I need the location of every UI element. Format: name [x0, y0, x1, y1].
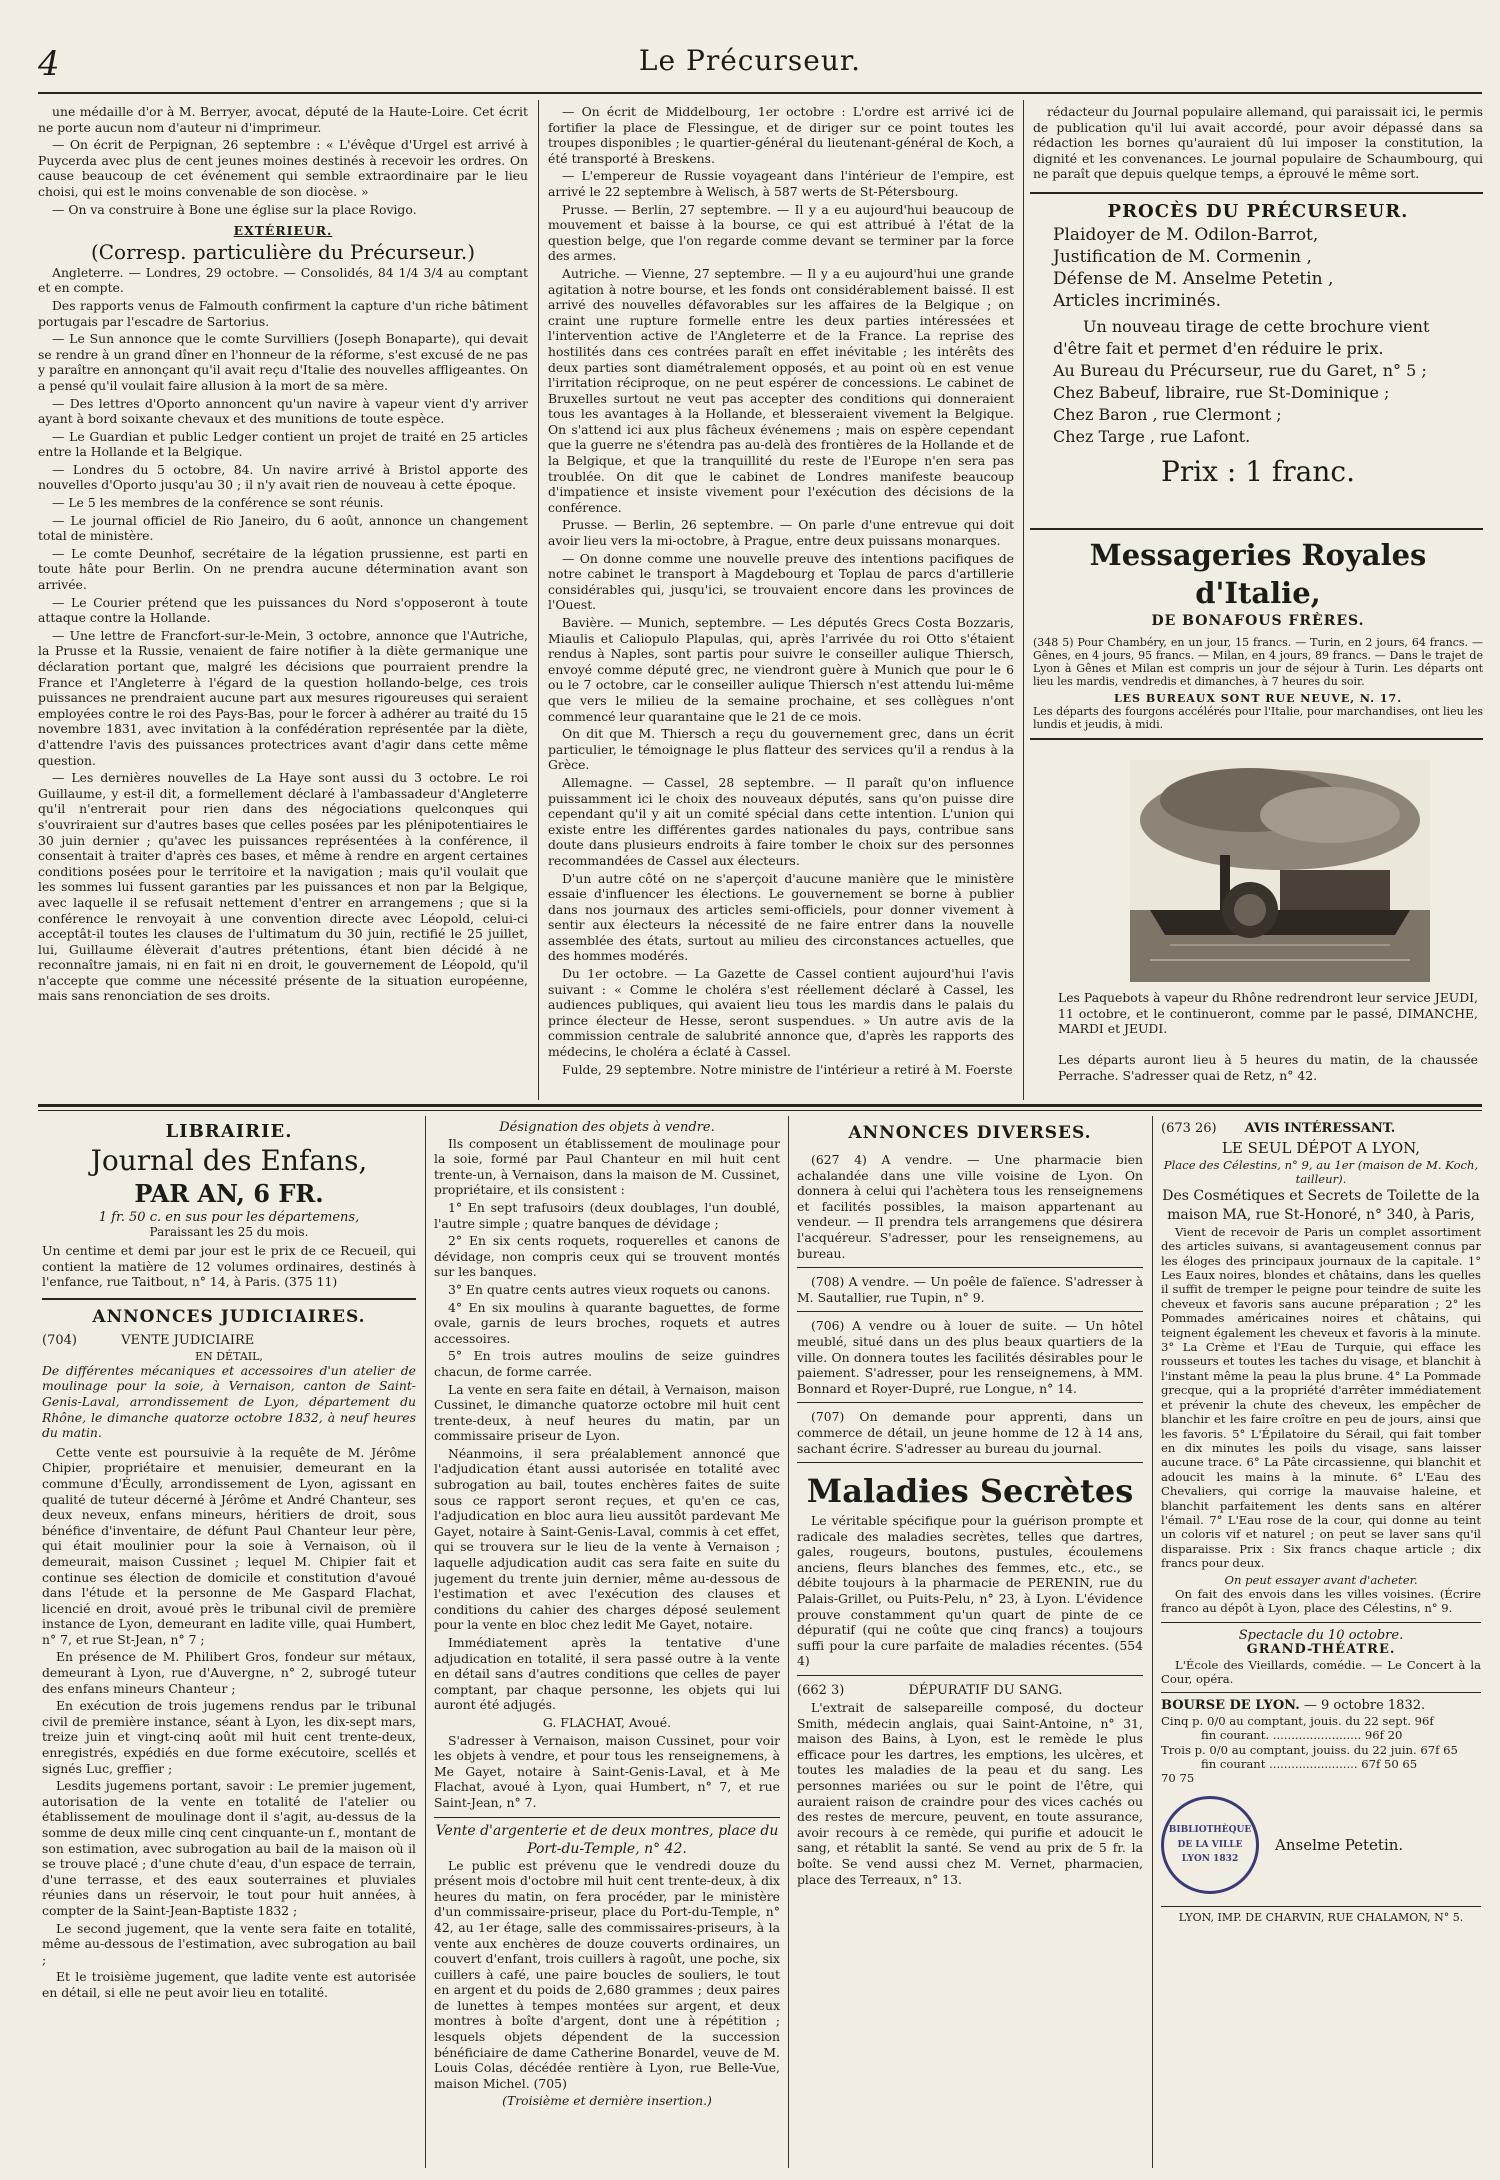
section-rule [1161, 1906, 1481, 1907]
depuratif-label: (662 3) [797, 1683, 845, 1699]
page-divider [38, 1104, 1482, 1107]
bourse-line: Cinq p. 0/0 au comptant, jouis. du 22 sept. 96f [1161, 1713, 1434, 1728]
bourse-line: fin courant. ........................ 96f 20 [1201, 1728, 1403, 1743]
flachat-signature: G. FLACHAT, Avoué. [542, 1714, 672, 1730]
proces-address: Chez Targe , rue Lafont. [1053, 427, 1251, 446]
vente-paragraph: Le second jugement, que la vente sera faite en totalité, même au-dessous de l'estimation, avec subrogation au bail ; [42, 1920, 416, 1967]
designation-paragraph: 2° En six cents roquets, roquerelles et canons de dévidage, non compris ceux qui se trouvent montés sur les banques. [434, 1233, 780, 1280]
bourse-title: BOURSE DE LYON. [1161, 1698, 1300, 1714]
news-paragraph: Bavière. — Munich, septembre. — Les députés Grecs Costa Bozzaris, Miaulis et Caliopulo Plapulas, qui, après l'arrivée du roi Otto s'étaient rendus à Naples, sont partis pour suivre le conseiller aulique Thiersch, envoyé comme député grec, ne viendront guère à Munich que pour le 6 ou le 7 octobre, car le conseiller aulique Thiersch n'est attendu lui-même que vers le milieu de la semaine prochaine, et ses collègues n'ont commencé leur quarantaine que le 21 de ce mois. [548, 615, 1014, 724]
steamboat-illustration [1130, 760, 1430, 982]
vente-label: (704) [42, 1332, 77, 1348]
correspondence-heading: (Corresp. particulière du Précurseur.) [90, 239, 476, 264]
designation-paragraph: Immédiatement après la tentative d'une adjudication en totalité, il sera passé outre à la vente en détail sans d'autres conditions que celles de payer comptant, par chaque personne, les objets qui lui auront été adjugés. [434, 1635, 780, 1713]
messageries-advert [1033, 536, 1483, 732]
section-rule [434, 1817, 780, 1818]
news-paragraph: — Des lettres d'Oporto annoncent qu'un navire à vapeur vient d'y arriver ayant à bord soixante chevaux et des munitions de toute espèce. [38, 395, 528, 427]
paquebots-departs: Les départs auront lieu à 5 heures du matin, de la chaussée Perrache. S'adresser quai de Retz, n° 42. [1058, 1052, 1478, 1083]
newspaper-title: Le Précurseur. [638, 44, 862, 77]
news-paragraph: — On écrit de Middelbourg, 1er octobre : L'ordre est arrivé ici de fortifier la place de Flessingue, et de diriger sur ce point toutes les troupes disponibles ; le quartier-général du lieutenant-général de Koch, a été transporté à Breskens. [548, 104, 1014, 166]
theatre-heading: GRAND-THÉATRE. [1246, 1642, 1396, 1658]
steamboat-icon [1130, 760, 1430, 982]
news-paragraph: Du 1er octobre. — La Gazette de Cassel contient aujourd'hui l'avis suivant : « Comme le choléra s'est réellement déclaré à Cassel, les audiences publiques, qui avaient lieu tous les mardis dans le palais du prince électeur de Hesse, seront suspendues. » Un autre avis de la commission centrale de salubrité annonce que, d'après les rapports des médecins, le choléra a éclaté à Cassel. [548, 966, 1014, 1060]
news-paragraph: — Le Guardian et public Ledger contient un projet de traité en 25 articles entre la Hollande et la Belgique. [38, 428, 528, 460]
messageries-title: Messageries Royales d'Italie, [1089, 538, 1427, 610]
section-rule [797, 1311, 1143, 1312]
bottom-column-4 [1161, 1120, 1481, 2170]
designation-paragraph: 5° En trois autres moulins de seize guindres chacun, de forme carrée. [434, 1348, 780, 1379]
essai-note: On peut essayer avant d'acheter. [1224, 1572, 1418, 1587]
bourse-line: fin courant ........................ 67f 50 65 [1201, 1757, 1418, 1772]
news-paragraph: D'un autre côté on ne s'aperçoit d'aucune manière que le ministère essaie d'influencer les élections. Le gouvernement se borne à publier dans nos journaux des articles semi-officiels, pour donner vivement à sentir aux électeurs la nécessité de ne faire entrer dans la nouvelle assemblée des états, surtout au milieu des circonstances actuelles, que des hommes modérés. [548, 870, 1014, 964]
vente-paragraph: Lesdits jugemens portant, savoir : Le premier jugement, autorisation de la vente en totalité de l'atelier ou établissement de moulinage dont il s'agit, au-dessus de la somme de deux mille cinq cent cinquante-un f., montant de son estimation, avec subrogation au bail de la maison où il se trouve placé ; d'une chute d'eau, d'un espace de terrain, d'une terrasse, et des eaux souterraines et pluviales réunies dans un réservoir, le tout pour huit années, à compter de la Saint-Jean-Baptiste 1832 ; [42, 1778, 416, 1918]
news-paragraph: Des rapports venus de Falmouth confirment la capture d'un riche bâtiment portugais par l'escadre de Sartorius. [38, 297, 528, 329]
designation-heading: Désignation des objets à vendre. [499, 1120, 715, 1135]
depuratif-title: DÉPURATIF DU SANG. [908, 1683, 1063, 1699]
section-rule [797, 1267, 1143, 1268]
section-rule [797, 1402, 1143, 1403]
news-paragraph: On dit que M. Thiersch a reçu du gouvernement grec, dans un écrit particulier, le témoignage le plus flatteur des services qu'il a rendus à la Grèce. [548, 726, 1014, 773]
library-stamp: BIBLIOTHÈQUE DE LA VILLE LYON 1832 [1161, 1796, 1259, 1894]
designation-paragraph: 4° En six moulins à quarante baguettes, de forme ovale, garnis de leurs broches, roquets et autres accessoires. [434, 1299, 780, 1346]
designation-paragraph: La vente en sera faite en détail, à Vernaison, maison Cussinet, le dimanche quatorze octobre mil huit cent trente-deux, à neuf heures du matin, par un commissaire priseur de Lyon. [434, 1381, 780, 1444]
vente-paragraph: Et le troisième jugement, que ladite vente est autorisée en détail, si elle ne peut avoir lieu en totalité. [42, 1969, 416, 2000]
news-paragraph: — On donne comme une nouvelle preuve des intentions pacifiques de notre cabinet le transport à Magdebourg et Toplau de parcs d'artillerie considérables qui, jusqu'ici, se trouvaient encore dans les provinces de l'Ouest. [548, 550, 1014, 613]
depuratif-paragraph: L'extrait de salsepareille composé, du docteur Smith, médecin anglais, quai Saint-Antoine, n° 31, maison des Bains, à Lyon, est le remède le plus efficace pour les dartres, les emptions, les ulcères, et toutes les maladies de la peau et du sang. Les personnes mariées ou sur le point de l'être, qui auraient raison de craindre pour des vices cachés ou des restes de mercure, peuvent, en toute assurance, avoir recours à ce remède, qui purifie et adoucit le sang, et rétablit la santé. Se vend au prix de 5 fr. la boîte. Se vend aussi chez M. Vernet, pharmacien, place des Terreaux, n° 13. [797, 1700, 1143, 1887]
proces-item: Défense de M. Anselme Petetin , [1053, 269, 1334, 289]
cosmetiques-text: Vient de recevoir de Paris un complet assortiment des articles suivans, si avantageusement connus par les éloges des principaux journaux de la capitale. 1° Les Eaux noires, blondes et châtains, dans les quelles il suffit de tremper le peigne pour teindre de suite les cheveux et favoris sans aucune préparation ; 2° les Pommades américaines noires et châtains, qui teignent également les cheveux et favoris à la minute. 3° La Crème et l'Eau de Turquie, qui efface les rousseurs et toutes les taches du visage, et blanchit à l'instant même la peau la plus brune. 4° La Pommade grecque, qui a la propriété d'arrêter immédiatement et prévenir la chute des cheveux, les empêcher de blanchir et les faire croître en peu de jours, ainsi que les favoris. 5° L'Épilatoire du Sérail, qui fait tomber en dix minutes les poils du visage, sans laisser aucune trace. 6° La Pâte circassienne, qui blanchit et adoucit les mains à la minute. 6° L'Eau des Chevaliers, qui corrige la mauvaise haleine, et blanchit parfaitement les dents sans en altérer l'émail. 7° L'Eau rose de la cour, qui donne au teint un coloris vif et naturel ; on peut se laver sans qu'il disparaisse. Prix : Six francs chaque article ; dix francs pour deux. [1161, 1224, 1481, 1571]
section-rule [1161, 1622, 1481, 1623]
avis-title: AVIS INTÉRESSANT. [1244, 1121, 1396, 1136]
depot-place: Place des Célestins, n° 9, au 1er (maison de M. Koch, tailleur). [1163, 1158, 1479, 1187]
depot-heading: LE SEUL DÉPOT A LYON, [1221, 1139, 1421, 1157]
section-rule [797, 1675, 1143, 1676]
journal-price: PAR AN, 6 FR. [134, 1179, 324, 1208]
depuratif-heading [797, 1682, 1143, 1700]
librairie-heading: LIBRAIRIE. [165, 1121, 293, 1142]
bottom-column-2 [434, 1120, 780, 2170]
proces-addresses [1033, 360, 1483, 448]
journal-text: Un centime et demi par jour est le prix de ce Recueil, qui contient la matière de 12 volumes ordinaires, destinés à l'enfance, rue Taitbout, n° 14, à Paris. (375 11) [42, 1243, 416, 1290]
news-paragraph: Allemagne. — Cassel, 28 septembre. — Il paraît qu'on influence puissamment ici le choix des nouveaux députés, sans qu'on puisse dire cependant qu'il y ait un comité spécial dans cette intention. L'union qui existe entre les différentes gardes nationales du pays, contribue sans doute dans plusieurs endroits à faire tomber le choix sur des personnes recommandées de Cassel aux électeurs. [548, 774, 1014, 868]
column-divider [1023, 100, 1024, 1100]
argenterie-paragraph: Le public est prévenu que le vendredi douze du présent mois d'octobre mil huit cent trente-deux, à dix heures du matin, on fera procéder, par le ministère d'un commissaire-priseur, place du Port-du-Temple, n° 42, au 1er étage, salle des commissaires-priseurs, à la vente aux enchères de douze couverts ordinaires, un couvert d'enfant, trois cuillers à ragoût, une poche, six cuillers à café, une paire boucles de souliers, le tout en argent et du poids de 2,680 grammes ; deux paires de lunettes à tempes montées sur argent, et deux montres à boîte d'argent, dont une à répétition ; lesquels objets dépendent de la succession bénéficiaire de dame Catherine Bonardel, veuve de M. Louis Colas, décédée rentière à Lyon, rue Belle-Vue, maison Michel. (705) [434, 1857, 780, 2091]
maladies-title: Maladies Secrètes [806, 1472, 1134, 1511]
proces-note: Un nouveau tirage de cette brochure vient d'être fait et permet d'en réduire le prix. [1053, 317, 1430, 358]
news-paragraph: Autriche. — Vienne, 27 septembre. — Il y a eu aujourd'hui une grande agitation à notre bourse, et les fonds ont considérablement baissé. Il est arrivé des nouvelles défavorables sur les affaires de la Belgique ; on craint une rupture formelle entre les deux parties intéressées et l'intervention active de l'Angleterre et de la France. La reprise des hostilités dans ces contrées paraît en effet inévitable ; les intérêts des deux parties sont diamétralement opposés, et au point où en est venue l'irritation réciproque, on ne peut espérer de concessions. Le cabinet de Bruxelles surtout ne veut pas accepter des conditions qui donneraient tous les avantages à la Hollande, et blesseraient vivement la Belgique. On s'attend ici aux plus fâcheux événemens ; mais on espère cependant que la guerre ne s'étendra pas au-delà des frontières de la Hollande et de la Belgique, et que la tranquillité du reste de l'Europe n'en sera pas troublée. On dit que le cabinet de Londres manifeste beaucoup d'impatience et insiste vivement pour l'exécution des décisions de la conférence. [548, 265, 1014, 515]
vente-paragraph: Cette vente est poursuivie à la requête de M. Jérôme Chipier, propriétaire et menuisier, demeurant en la commune d'Écully, arrondissement de Lyon, agissant en qualité de tuteur décerné à Jérôme et André Chanteur, ses deux neveux, enfans mineurs, héritiers de droit, sous bénéfice d'inventaire, de défunt Paul Chanteur leur père, qui était moulinier pour la soie à Vernaison, où il demeurait, maison Cussinet ; lequel M. Chipier fait et continue ses élection de domicile et constitution d'avoué dans l'étude et la personne de Me Gaspard Flachat, licencié en droit, avoué près le tribunal civil de première instance de Lyon, demeurant en ladite ville, quai Humbert, n° 7, et rue St-Jean, n° 7 ; [42, 1444, 416, 1647]
proces-address: Chez Babeuf, libraire, rue St-Dominique ; [1053, 383, 1390, 402]
editor-signature: Anselme Petetin. [1275, 1835, 1404, 1854]
header-rule [38, 92, 1482, 94]
vente-title: VENTE JUDICIAIRE [121, 1332, 255, 1348]
messageries-subtitle: DE BONAFOUS FRÈRES. [1151, 613, 1365, 629]
vente-body [42, 1445, 416, 2001]
journal-departements: 1 fr. 50 c. en sus pour les départemens, [98, 1210, 360, 1225]
theatre-program: L'École des Vieillards, comédie. — Le Concert à la Cour, opéra. [1161, 1657, 1481, 1686]
news-paragraph: Prusse. — Berlin, 26 septembre. — On parle d'une entrevue qui doit avoir lieu vers la mi-octobre, à Prague, entre deux puissans monarques. [548, 517, 1014, 549]
section-rule [42, 1298, 416, 1300]
news-paragraph: — Londres du 5 octobre, 84. Un navire arrivé à Bristol apporte des nouvelles d'Oporto jusqu'au 30 ; il n'y avait rien de nouveau à cette époque. [38, 461, 528, 493]
vente-paragraph: En présence de M. Philibert Gros, fondeur sur métaux, demeurant à Lyon, rue d'Auvergne, n° 2, subrogé tuteur des enfans mineurs Chanteur ; [42, 1649, 416, 1696]
news-column-1 [38, 104, 528, 1099]
news-paragraph: — Le 5 les membres de la conférence se sont réunis. [52, 495, 384, 511]
news-paragraph: — Les dernières nouvelles de La Haye sont aussi du 3 octobre. Le roi Guillaume, y est-il dit, a formellement déclaré à l'ambassadeur d'Angleterre qu'il n'entrerait pour rien dans des négociations quelconques qui s'ouvriraient sur d'autres bases que celles posées par les plénipotentiaires le 30 juin dernier ; qu'avec les puissances représentées à la conférence, il consentait à traiter d'après ces bases, et même à rendre en argent certaines conditions posées pour le territoire et la navigation ; mais qu'il voulait que les sommes lui fussent garanties par les puissances et non par la Belgique, avec laquelle il se refusait nettement d'entrer en arrangemens ; que si la conférence le renvoyait à une convention directe avec Léopold, celui-ci acceptât-il toutes les clauses de l'ultimatum du 30 juin, rectifié le 25 juillet, lui, Guillaume élèverait d'autres prétentions, étant bien décidé à ne reconnaître jamais, ni en fait ni en droit, le gouvernement de Léopold, qu'il n'accepte que comme une nécessité présente de la situation européenne, mais sans renonciation de ses droits. [38, 770, 528, 1004]
proces-item: Justification de M. Cormenin , [1053, 247, 1312, 267]
news-paragraph: — On va construire à Bone une église sur la place Rovigo. [52, 201, 417, 217]
journal-parait: Paraissant les 25 du mois. [149, 1225, 309, 1239]
proces-item: Plaidoyer de M. Odilon-Barrot, [1053, 225, 1319, 245]
messageries-fourgons: Les départs des fourgons accélérés pour l'Italie, pour marchandises, ont lieu les lundis et jeudis, à midi. [1033, 705, 1483, 731]
news-paragraph: — Le Courier prétend que les puissances du Nord s'opposeront à toute attaque contre la Hollande. [38, 594, 528, 626]
proces-price: Prix : 1 franc. [1161, 455, 1355, 488]
classified-ad: (627 4) A vendre. — Une pharmacie bien achalandée dans une ville voisine de Lyon. On donnera à celui qui l'achètera tous les renseignemens et facilités possibles, la maison appartenant au vendeur. — Il prendra tels arrangemens que désirera l'acquéreur. S'adresser, pour les renseignemens, au bureau. [797, 1152, 1143, 1261]
designation-paragraph: 1° En sept trafusoirs (deux doublages, l'un doublé, l'autre simple ; quatre banques de dévidage ; [434, 1199, 780, 1231]
column-divider [538, 100, 539, 1100]
cosmetiques-heading: Des Cosmétiques et Secrets de Toilette de la maison MA, rue St-Honoré, n° 340, à Paris, [1162, 1187, 1480, 1223]
vente-description: De différentes mécaniques et accessoires d'un atelier de moulinage pour la soie, à Vernaison, canton de Saint-Genis-Laval, arrondissement de Lyon, département du Rhône, le dimanche quatorze octobre 1832, à neuf heures du matin. [42, 1362, 416, 1441]
column-divider [788, 1116, 789, 2168]
news-paragraph: — Une lettre de Francfort-sur-le-Mein, 3 octobre, annonce que l'Autriche, la Prusse et la Russie, venaient de faire notifier à la diète germanique une déclaration portant que, malgré les décisions que pourraient prendre la France et l'Angleterre à l'égard de la question hollando-belge, ces trois puissances ne prendraient aucune part aux mesures rigoureuses qui seraient employées contre le roi des Pays-Bas, pour le forcer à adhérer au traité du 15 novembre 1831, avec invitation à la confédération représentée par la diète, d'attendre l'avis des puissances protectrices avant d'agir dans cette même question. [38, 627, 528, 768]
section-rule [1161, 1692, 1481, 1693]
proces-address: Au Bureau du Précurseur, rue du Garet, n° 5 ; [1053, 361, 1427, 380]
classified-ad: (706) A vendre ou à louer de suite. — Un hôtel meublé, situé dans un des plus beaux quartiers de la ville. On donnera toutes les facilités désirables pour le paiement. S'adresser, pour les renseignemens, à MM. Bonnard et Royer-Dupré, rue Longue, n° 14. [797, 1318, 1143, 1396]
envois-note: On fait des envois dans les villes voisines. (Écrire franco au dépôt à Lyon, place des Célestins, n° 9. [1161, 1586, 1481, 1616]
spectacle-heading: Spectacle du 10 octobre. [1238, 1627, 1404, 1643]
annonces-diverses-heading: ANNONCES DIVERSES. [848, 1123, 1092, 1143]
printer-line: LYON, IMP. DE CHARVIN, RUE CHALAMON, N° 5. [1178, 1910, 1464, 1924]
page-divider [38, 1110, 1482, 1111]
proces-item: Articles incriminés. [1053, 291, 1221, 311]
bourse-date: — 9 octobre 1832. [1303, 1698, 1426, 1714]
column-divider [425, 1116, 426, 2168]
news-paragraph: — Le comte Deunhof, secrétaire de la légation prussienne, est parti en toute hâte pour Berlin. On ne prendra aucune détermination avant son arrivée. [38, 545, 528, 593]
proces-title: PROCÈS DU PRÉCURSEUR. [1107, 201, 1409, 222]
news-paragraph: Prusse. — Berlin, 27 septembre. — Il y a eu aujourd'hui beaucoup de mouvement et baisse à la bourse, ce qui est attribué à l'état de la question belge, que l'on regarde comme devant se terminer par la force des armes. [548, 201, 1014, 264]
journal-title: Journal des Enfans, [90, 1144, 368, 1177]
insertion-note: (Troisième et dernière insertion.) [502, 2093, 712, 2109]
proces-address: Chez Baron , rue Clermont ; [1053, 405, 1282, 424]
designation-paragraph: S'adresser à Vernaison, maison Cussinet, pour voir les objets à vendre, et pour tous les renseignemens, à Me Gayet, notaire à Saint-Genis-Laval, et à Me Flachat, avoué à Lyon, quai Humbert, n° 7, et rue Saint-Jean, n° 7. [434, 1732, 780, 1810]
bourse-line: Trois p. 0/0 au comptant, jouiss. du 22 juin. 67f 65 [1161, 1742, 1458, 1757]
news-column-2 [548, 104, 1014, 1099]
news-paragraph: — On écrit de Perpignan, 26 septembre : « L'évêque d'Urgel est arrivé à Puycerda avec plus de cent jeunes moines destinés à recevoir les ordres. On cause beaucoup de cet événement qui semble extraordinaire par le lieu choisi, qui est le moins convenable de son diocèse. » [38, 137, 528, 199]
section-rule [1030, 738, 1483, 740]
news-paragraph: — Le journal officiel de Rio Janeiro, du 6 août, annonce un changement total de ministère. [38, 512, 528, 544]
bottom-column-3 [797, 1120, 1143, 2170]
news-paragraph: Angleterre. — Londres, 29 octobre. — Consolidés, 84 1/4 3/4 au comptant et en compte. [38, 264, 528, 296]
column-divider [1152, 1116, 1153, 2168]
proces-advert [1033, 200, 1483, 522]
argenterie-heading: Vente d'argenterie et de deux montres, place du Port-du-Temple, n° 42. [435, 1822, 779, 1857]
vente-paragraph: En exécution de trois jugemens rendus par le tribunal civil de première instance, séant à Lyon, les dix-sept mars, treize juin et vingt-cinq août mil huit cent trente-deux, enregistrés, expédiés en due forme exécutoire, scellés et signés Luc, greffier ; [42, 1698, 416, 1776]
section-rule [1030, 528, 1483, 530]
designation-paragraph: Néanmoins, il sera préalablement annoncé que l'adjudication étant aussi autorisée en totalité avec subrogation au bail, toutes enchères faites de suite sous ce rapport seront reçues, et qu'en ce cas, l'adjudication en bloc aura lieu aussitôt pardevant Me Gayet, notaire à Saint-Genis-Laval, commis à cet effet, qui se trouvera sur le lieu de la vente à Vernaison ; laquelle adjudication audit cas sera faite en suite du jugement du trente juin dernier, même au-dessous de l'estimation et avec l'exécution des clauses et conditions du cahier des charges déposé seulement pour la vente en bloc chez ledit Me Gayet, notaire. [434, 1445, 780, 1633]
news-column-3-intro [1033, 104, 1483, 188]
classified-ad: (707) On demande pour apprenti, dans un commerce de détail, un jeune homme de 12 à 14 ans, sachant écrire. S'adresser au bureau du journal. [797, 1409, 1143, 1456]
section-rule [1030, 192, 1483, 194]
avis-heading [1161, 1120, 1481, 1138]
signature-row [1161, 1796, 1481, 1894]
designation-paragraph: Ils composent un établissement de moulinage pour la soie, formé par Paul Chanteur en mil huit cent trente-un, à Vernaison, dans la maison de M. Cussinet, propriétaire, et ils consistent : [434, 1135, 780, 1198]
paquebots-text: Les Paquebots à vapeur du Rhône redrendront leur service JEUDI, 11 octobre, et le continueront, comme par le passé, DIMANCHE, MARDI et JEUDI. [1058, 990, 1478, 1037]
news-paragraph: rédacteur du Journal populaire allemand, qui paraissait ici, le permis de publication qu'il lui avait accordé, pour avoir dépassé dans sa rédaction les bornes qu'auraient dû lui imposer la constitution, la dignité et les convenances. Le journal populaire de Schaumbourg, qui ne paraît que depuis quelque temps, a éprouvé le même sort. [1033, 104, 1483, 182]
maladies-paragraph: Le véritable spécifique pour la guérison prompte et radicale des maladies secrètes, telles que dartres, gales, rougeurs, boutons, pustules, écoulemens anciens, fleurs blanches des femmes, etc., etc., se débite toujours à la pharmacie de PERENIN, rue du Palais-Grillet, ou Puits-Pelu, n° 23, à Lyon. L'évidence prouve constamment qu'un quart de pinte de ce dépuratif (qui ne coûte que cinq francs) a toujours suffi pour la cure parfaite de maladies récentes. (554 4) [797, 1513, 1143, 1669]
page-number: 4 [38, 44, 60, 84]
news-paragraph: une médaille d'or à M. Berryer, avocat, député de la Haute-Loire. Cet écrit ne porte aucun nom d'auteur ni d'imprimeur. [38, 104, 528, 135]
classified-ad: (708) A vendre. — Un poêle de faïence. S'adresser à M. Sautallier, rue Tupin, n° 9. [797, 1274, 1143, 1305]
vente-heading [42, 1332, 416, 1350]
bourse-heading [1161, 1699, 1481, 1713]
section-heading-exterieur: EXTÉRIEUR. [233, 223, 333, 239]
messageries-text: (348 5) Pour Chambéry, en un jour, 15 francs. — Turin, en 2 jours, 64 francs. — Gênes, en 4 jours, 95 francs. — Milan, en 4 jours, 89 francs. — Dans le trajet de Lyon à Gênes et Milan est compris un jour de séjour à Turin. Les départs ont lieu les mardis, vendredis et dimanches, à 7 heures du soir. [1033, 636, 1483, 688]
section-rule [797, 1462, 1143, 1463]
news-paragraph: — Le Sun annonce que le comte Survilliers (Joseph Bonaparte), qui devait se rendre à un grand dîner en l'honneur de la réforme, s'est excusé de ne pas y paraître en annonçant qu'il avait reçu d'Italie des nouvelles affligeantes. On a pensé qu'il voulait faire allusion à la mort de sa mère. [38, 331, 528, 393]
designation-paragraph: 3° En quatre cents autres vieux roquets ou canons. [448, 1281, 771, 1297]
bourse-line: 70 75 [1161, 1771, 1195, 1786]
messageries-bureaux: LES BUREAUX SONT RUE NEUVE, N. 17. [1113, 692, 1403, 705]
annonces-judiciaires-heading: ANNONCES JUDICIAIRES. [92, 1306, 366, 1327]
proces-items [1033, 224, 1483, 312]
vente-en-detail: EN DÉTAIL, [195, 1349, 263, 1363]
news-paragraph: — L'empereur de Russie voyageant dans l'intérieur de l'empire, est arrivé le 22 septembre à Welisch, à 587 werts de St-Pétersbourg. [548, 168, 1014, 199]
avis-label: (673 26) [1161, 1121, 1217, 1136]
news-paragraph: Fulde, 29 septembre. Notre ministre de l'intérieur a retiré à M. Foerste [562, 1061, 1013, 1077]
bottom-column-1 [42, 1120, 416, 2170]
